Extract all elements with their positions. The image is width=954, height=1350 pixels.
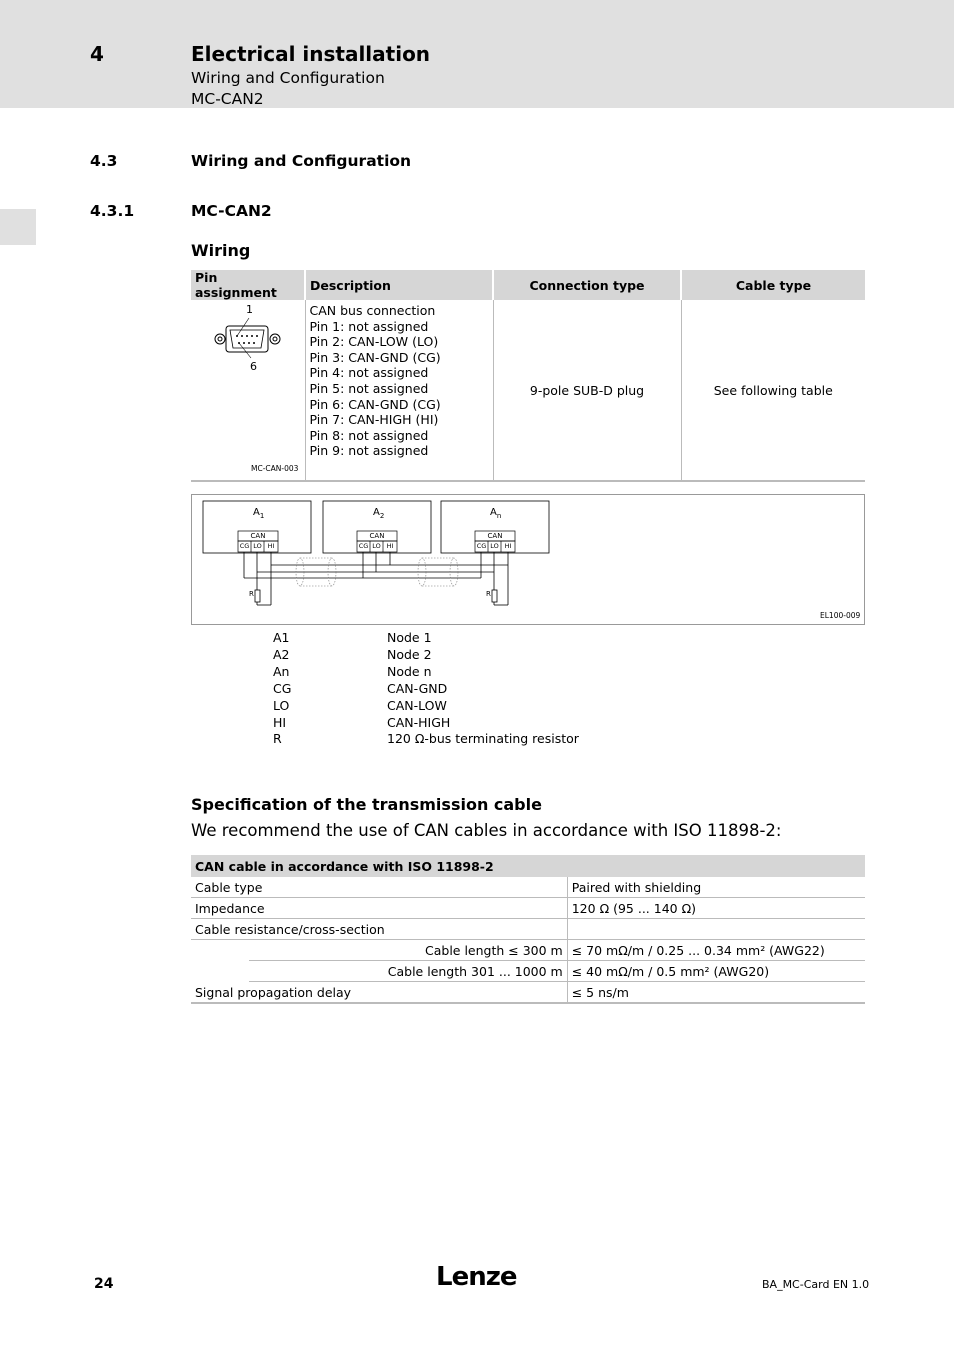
node-label-sub: 2 bbox=[379, 512, 385, 520]
spec-label: Signal propagation delay bbox=[191, 982, 567, 1004]
spec-table-title: CAN cable in accordance with ISO 11898-2 bbox=[191, 855, 865, 877]
header-connection-type: Connection type bbox=[493, 270, 681, 300]
table-row bbox=[191, 898, 865, 919]
header-subtitle-2: MC-CAN2 bbox=[191, 90, 264, 108]
diagram-figure-id: EL100-009 bbox=[820, 611, 861, 620]
indent-spacer bbox=[191, 940, 249, 961]
legend-text: CAN-HIGH bbox=[387, 715, 451, 730]
sub-d-connector-icon bbox=[191, 300, 303, 480]
wiring-heading: Wiring bbox=[191, 241, 251, 260]
spec-label: Cable type bbox=[191, 877, 567, 898]
spec-label: Cable length 301 ... 1000 m bbox=[249, 961, 567, 982]
pin-label-lo: LO bbox=[253, 542, 262, 550]
header-subtitle-1: Wiring and Configuration bbox=[191, 69, 385, 87]
description-line: Pin 5: not assigned bbox=[309, 380, 429, 396]
table-header-row bbox=[191, 855, 865, 877]
node-label-sub: 1 bbox=[259, 512, 265, 520]
spec-value: ≤ 70 mΩ/m / 0.25 ... 0.34 mm² (AWG22) bbox=[567, 940, 865, 961]
description-line: Pin 8: not assigned bbox=[309, 427, 429, 443]
header-pin-assignment: Pin assignment bbox=[191, 270, 305, 300]
spec-value: Paired with shielding bbox=[567, 877, 865, 898]
can-bus-wiring-diagram bbox=[191, 494, 865, 625]
header-cable-type: Cable type bbox=[681, 270, 865, 300]
chapter-side-tab bbox=[0, 209, 36, 245]
can-label: CAN bbox=[250, 532, 266, 540]
pin-image-cell bbox=[191, 300, 305, 481]
legend-text: Node n bbox=[387, 664, 432, 679]
legend-code: HI bbox=[273, 715, 287, 730]
pin-assignment-table bbox=[191, 270, 865, 482]
connector-pin-1-label: 1 bbox=[246, 303, 253, 316]
node-label-base: A bbox=[490, 507, 497, 518]
legend-code: LO bbox=[273, 698, 290, 713]
legend-text: Node 2 bbox=[387, 647, 432, 662]
resistor-label: R bbox=[486, 590, 491, 598]
description-line: Pin 6: CAN-GND (CG) bbox=[309, 396, 441, 412]
description-line: Pin 1: not assigned bbox=[309, 318, 429, 334]
node-label-base: A bbox=[253, 507, 260, 518]
spec-intro: We recommend the use of CAN cables in accordance with ISO 11898-2: bbox=[191, 821, 782, 840]
pin-label-hi: HI bbox=[504, 542, 512, 550]
chapter-title: Electrical installation bbox=[191, 42, 431, 66]
figure-id: MC-CAN-003 bbox=[251, 464, 299, 473]
can-label: CAN bbox=[369, 532, 385, 540]
spec-value: ≤ 5 ns/m bbox=[567, 982, 865, 1004]
pin-label-hi: HI bbox=[386, 542, 394, 550]
spec-heading: Specification of the transmission cable bbox=[191, 795, 542, 814]
legend-code: A1 bbox=[273, 630, 290, 645]
subsection-title: MC-CAN2 bbox=[191, 202, 272, 220]
chapter-number: 4 bbox=[90, 42, 104, 66]
spec-label: Cable resistance/cross-section bbox=[191, 919, 567, 940]
legend-code: R bbox=[273, 731, 282, 746]
node-a1-label bbox=[253, 507, 264, 520]
page-number: 24 bbox=[94, 1276, 114, 1292]
document-id: BA_MC-Card EN 1.0 bbox=[762, 1278, 870, 1291]
can-bus-schematic bbox=[192, 495, 864, 624]
legend-text: CAN-LOW bbox=[387, 698, 447, 713]
indent-spacer bbox=[191, 961, 249, 982]
spec-value: 120 Ω (95 ... 140 Ω) bbox=[567, 898, 865, 919]
table-row bbox=[191, 961, 865, 982]
description-line: Pin 3: CAN-GND (CG) bbox=[309, 349, 441, 365]
connection-type-cell: 9-pole SUB-D plug bbox=[493, 300, 681, 481]
description-line: CAN bus connection bbox=[309, 303, 436, 318]
pin-label-cg: CG bbox=[476, 542, 487, 550]
table-row bbox=[191, 877, 865, 898]
node-label-sub: n bbox=[496, 512, 502, 520]
description-cell bbox=[305, 300, 493, 481]
spec-label: Cable length ≤ 300 m bbox=[249, 940, 567, 961]
description-line: Pin 9: not assigned bbox=[309, 443, 429, 459]
table-row bbox=[191, 982, 865, 1004]
header-band bbox=[0, 0, 954, 108]
pin-label-cg: CG bbox=[358, 542, 369, 550]
header-description: Description bbox=[305, 270, 493, 300]
description-line: Pin 4: not assigned bbox=[309, 365, 429, 381]
table-row bbox=[191, 919, 865, 940]
pin-label-lo: LO bbox=[490, 542, 499, 550]
can-label: CAN bbox=[487, 532, 503, 540]
connector-pin-6-label: 6 bbox=[250, 360, 257, 373]
description-line: Pin 2: CAN-LOW (LO) bbox=[309, 334, 439, 350]
node-an-label bbox=[490, 507, 501, 520]
resistor-label: R bbox=[249, 590, 254, 598]
cable-spec-table bbox=[191, 855, 865, 1004]
description-line: Pin 7: CAN-HIGH (HI) bbox=[309, 412, 439, 428]
description-list bbox=[306, 300, 493, 459]
spec-label: Impedance bbox=[191, 898, 567, 919]
lenze-logo: Lenze bbox=[436, 1262, 517, 1292]
table-row bbox=[191, 940, 865, 961]
cable-type-cell: See following table bbox=[681, 300, 865, 481]
legend-code: An bbox=[273, 664, 290, 679]
table-header-row bbox=[191, 270, 865, 300]
legend-text: 120 Ω-bus terminating resistor bbox=[387, 731, 579, 746]
pin-label-lo: LO bbox=[372, 542, 381, 550]
spec-value: ≤ 40 mΩ/m / 0.5 mm² (AWG20) bbox=[567, 961, 865, 982]
pin-label-cg: CG bbox=[239, 542, 250, 550]
table-row bbox=[191, 300, 865, 481]
subsection-number: 4.3.1 bbox=[90, 202, 135, 220]
spec-value bbox=[567, 919, 865, 940]
legend-code: CG bbox=[273, 681, 292, 696]
section-title: Wiring and Configuration bbox=[191, 152, 412, 170]
node-label-base: A bbox=[373, 507, 380, 518]
pin-label-hi: HI bbox=[267, 542, 275, 550]
legend-text: CAN-GND bbox=[387, 681, 448, 696]
section-number: 4.3 bbox=[90, 152, 118, 170]
sub-d-connector-figure bbox=[191, 300, 303, 480]
legend-code: A2 bbox=[273, 647, 290, 662]
node-a2-label bbox=[373, 507, 384, 520]
legend-text: Node 1 bbox=[387, 630, 432, 645]
